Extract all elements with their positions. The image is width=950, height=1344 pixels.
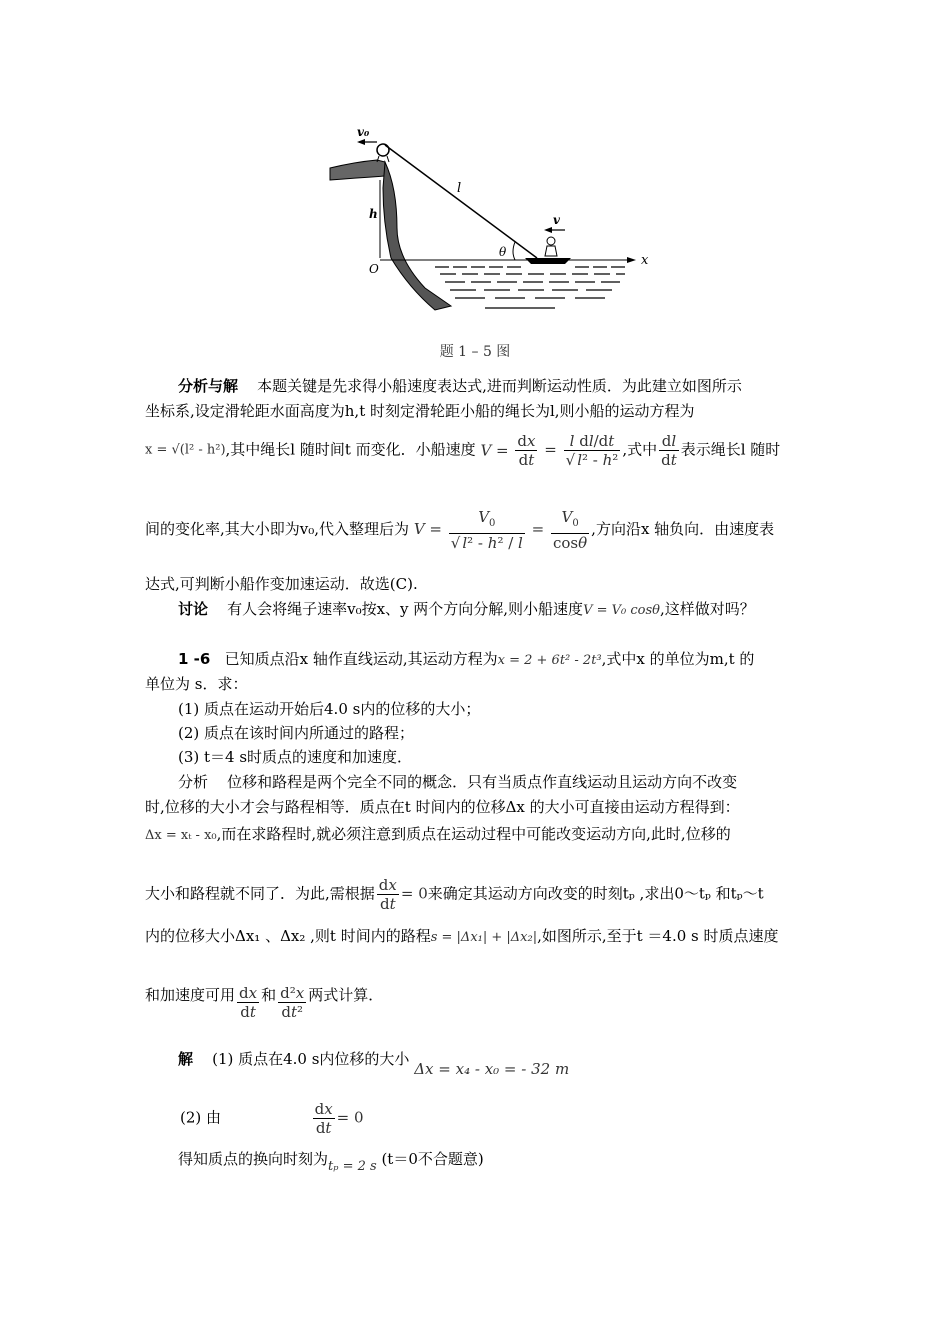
frac-dx-dt: $\frac{dx}{dt}$	[517, 432, 536, 469]
question-2: (2) 质点在该时间内所通过的路程；	[178, 724, 415, 742]
analysis2-line-6	[145, 984, 807, 1030]
solution-line-2: (2) 由 $\frac{dx}{dt}$ = 0	[180, 1100, 364, 1137]
discussion-line	[145, 598, 840, 622]
frac-dx-dt-3: $\frac{dx}{dt}$	[239, 984, 258, 1021]
water-lines	[435, 267, 625, 308]
analysis-text-3a: ,其中绳长l 随时间t 而变化．小船速度	[225, 440, 476, 459]
analysis-text-4b: ,方向沿x 轴负向．由速度表	[591, 520, 775, 538]
label-v0: v₀	[357, 128, 370, 139]
analysis-line-3: x = √(l² - h²),其中绳长l 随时间t 而变化．小船速度 V = $\frac{dx}{dt}$ = $\frac{\text{l dl/dt}}{\text{√ l² - h²}}$ ,式中 $\frac{dl}{dt}$ 表示绳长l 随时	[145, 432, 781, 469]
solution-heading: 解	[178, 1050, 194, 1068]
problem-line-2: 单位为 s．求：	[145, 675, 248, 693]
analysis2-line-5	[145, 925, 807, 949]
label-x: x	[641, 253, 649, 268]
analysis-line-1	[145, 375, 840, 397]
label-O: O	[369, 262, 379, 276]
analysis-text-1: 本题关键是先求得小船速度表达式,进而判断运动性质．为此建立如图所示	[257, 377, 742, 395]
solution-text-1: (1) 质点在4.0 s内位移的大小	[212, 1050, 410, 1068]
analysis2-line-3	[145, 823, 807, 847]
rope	[385, 145, 537, 258]
cliff-face	[383, 162, 451, 310]
question-3: (3) t＝4 s时质点的速度和加速度．	[178, 748, 413, 766]
eq-delta-x: Δx = xₜ - x₀	[145, 828, 217, 843]
analysis-line-5: 达式,可判断小船作变加速运动．故选(C).	[145, 575, 418, 593]
analysis2-line-2: 时,位移的大小才会与路程相等．质点在t 时间内的位移Δx 的大小可直接由运动方程得到：	[145, 798, 740, 816]
analysis2-text-6a: 和加速度可用	[145, 986, 236, 1004]
analysis2-text-4b: 来确定其运动方向改变的时刻tₚ ,求出0～tₚ 和tₚ～t	[427, 884, 764, 903]
eq-motion: x = 2 + 6t² - 2t³	[497, 653, 602, 668]
analysis2-line-1	[145, 771, 840, 793]
discussion-text: 有人会将绳子速率v₀按x、y 两个方向分解,则小船速度	[227, 600, 584, 618]
frac-v0-cos: $\frac{V_0}{\cos\theta}$	[553, 508, 588, 552]
frac-dl-dt: $\frac{dl}{dt}$	[661, 432, 677, 469]
solution-text-3b: (t＝0不合题意)	[381, 1150, 484, 1168]
pulley-boat-figure	[325, 128, 650, 318]
analysis-text-3c: 表示绳长l 随时	[680, 440, 781, 459]
analysis-line-4: 间的变化率,其大小即为v₀,代入整理后为 V = $\frac{V_0}{\text{√ l² - h² / l}}$ = $\frac{V_0}{\cos\theta}$ ,方向沿x 轴负向．由速度表	[145, 508, 775, 552]
analysis2-heading: 分析	[178, 773, 209, 791]
eq-tp: tₚ = 2 s	[328, 1159, 377, 1174]
analysis-text-3b: ,式中	[622, 440, 658, 459]
eq-x-sqrt: x = √(l² - h²)	[145, 442, 226, 458]
solution-text-2: (2) 由	[180, 1108, 222, 1127]
label-v: v	[553, 213, 560, 227]
eq-displacement: Δx = x₄ - x₀ = - 32 m	[414, 1060, 570, 1078]
figure-caption: 题 1 – 5 图	[439, 344, 511, 360]
analysis2-text-6c: 两式计算．	[308, 986, 384, 1004]
analysis2-line-4: 大小和路程就不同了．为此,需根据 $\frac{dx}{dt}$ = 0来确定其运动方向改变的时刻tₚ ,求出0～tₚ 和tₚ～t	[145, 876, 764, 913]
analysis2-text-5b: ,如图所示,至于t ＝4.0 s 时质点速度	[537, 927, 779, 945]
analysis-text-4a: 间的变化率,其大小即为v₀,代入整理后为	[145, 520, 410, 538]
theta-arc	[513, 242, 515, 260]
analysis-heading: 分析与解	[178, 377, 239, 395]
analysis2-text-1: 位移和路程是两个完全不同的概念．只有当质点作直线运动且运动方向不改变	[227, 773, 738, 791]
discussion-tail: ,这样做对吗？	[659, 600, 755, 618]
analysis2-text-5a: 内的位移大小Δx₁ 、Δx₂ ,则t 时间内的路程	[145, 927, 431, 945]
analysis2-text-6b: 和	[261, 986, 277, 1004]
eq-path: s = |Δx₁| + |Δx₂|	[430, 930, 538, 945]
solution-text-3: 得知质点的换向时刻为	[178, 1150, 329, 1168]
boat	[525, 258, 571, 264]
frac-d2x-dt2: $\frac{\text{d²x}}{\text{dt²}}$	[280, 984, 305, 1021]
problem-text-a: 已知质点沿x 轴作直线运动,其运动方程为	[224, 650, 498, 668]
label-l: l	[457, 181, 462, 196]
analysis-line-2: 坐标系,设定滑轮距水面高度为h,t 时刻定滑轮距小船的绳长为l,则小船的运动方程为	[145, 402, 695, 420]
label-theta: θ	[499, 245, 507, 259]
frac-dx-dt-2: $\frac{dx}{dt}$	[378, 876, 397, 913]
eq-v-cos: V = V₀ cosθ	[583, 603, 660, 618]
label-h: h	[369, 207, 378, 221]
problem-line-1	[145, 648, 840, 672]
discussion-heading: 讨论	[178, 600, 209, 618]
question-1: (1) 质点在运动开始后4.0 s内的位移的大小；	[178, 700, 481, 718]
frac-v0-sqrt: $\frac{V_0}{\text{√ l² - h² / l}}$	[450, 508, 523, 552]
problem-number: 1 -6	[178, 650, 211, 668]
analysis2-text-4a: 大小和路程就不同了．为此,需根据	[145, 884, 375, 903]
solution-line-1	[145, 1048, 840, 1078]
problem-text-b: ,式中x 的单位为m,t 的	[601, 650, 755, 668]
analysis2-text-3: ,而在求路程时,就必须注意到质点在运动过程中可能改变运动方向,此时,位移的	[216, 825, 731, 843]
solution-line-3	[145, 1148, 840, 1172]
frac-velocity: $\frac{\text{l dl/dt}}{\text{√ l² - h²}}$	[565, 432, 619, 469]
cliff-top	[330, 160, 385, 180]
frac-dx-dt-4: $\frac{dx}{dt}$	[314, 1100, 333, 1137]
